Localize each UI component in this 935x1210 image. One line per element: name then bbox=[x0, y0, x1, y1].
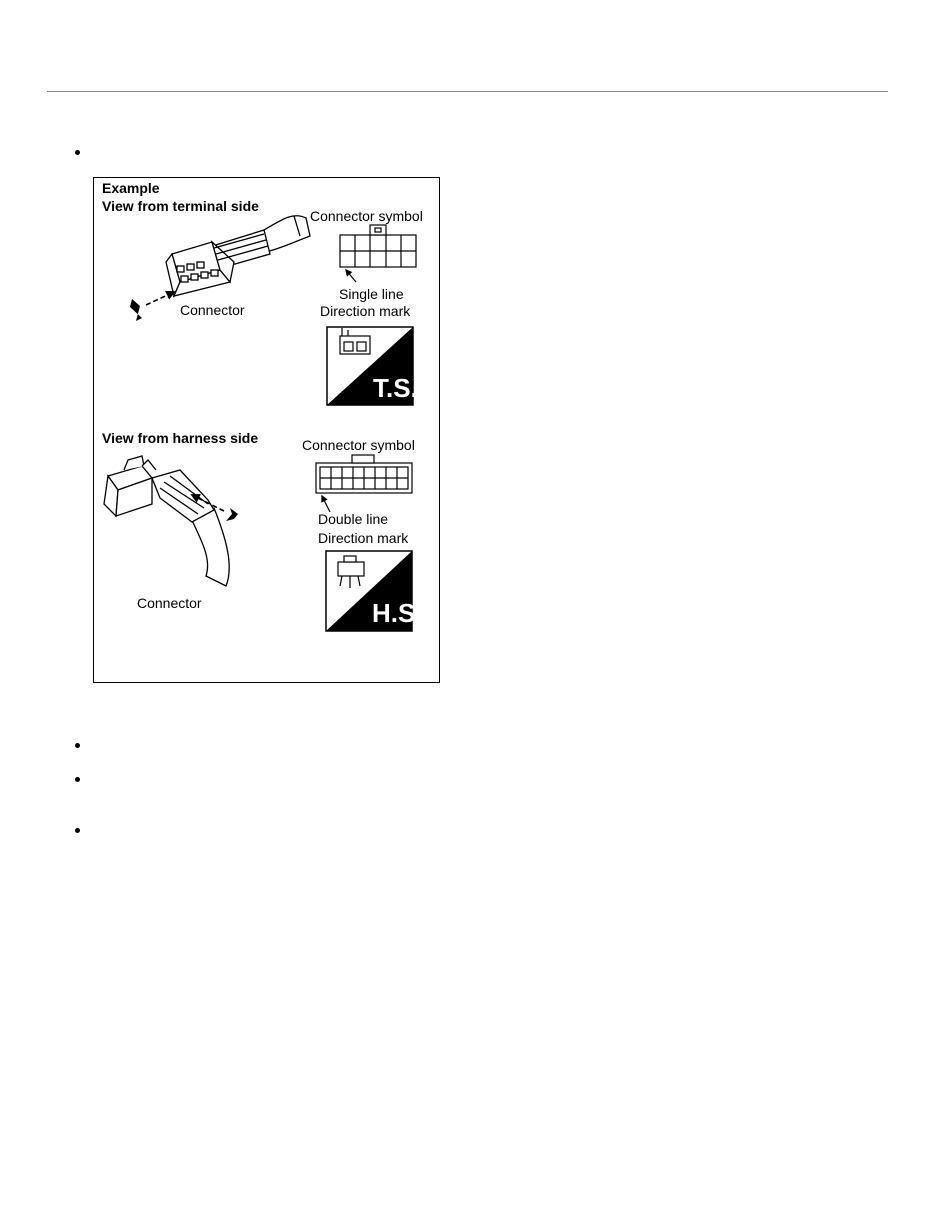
harness-connector-symbol bbox=[316, 455, 412, 512]
terminal-connector-drawing bbox=[166, 216, 310, 296]
hs-mark-text: H.S. bbox=[372, 598, 423, 628]
terminal-view-title: View from terminal side bbox=[102, 198, 259, 214]
ts-mark-text: T.S. bbox=[373, 373, 418, 403]
bullet-point bbox=[75, 777, 80, 782]
terminal-direction-mark-label: Direction mark bbox=[320, 303, 411, 319]
example-heading: Example bbox=[102, 180, 160, 196]
bullet-point bbox=[75, 828, 80, 833]
harness-view-title: View from harness side bbox=[102, 430, 259, 446]
harness-connector-symbol-label: Connector symbol bbox=[302, 437, 415, 453]
terminal-connector-symbol bbox=[340, 225, 416, 282]
eye-arrow-terminal bbox=[130, 292, 174, 321]
bullet-point bbox=[75, 743, 80, 748]
horizontal-divider bbox=[47, 91, 888, 92]
terminal-connector-symbol-label: Connector symbol bbox=[310, 208, 423, 224]
double-line-label: Double line bbox=[318, 511, 389, 527]
bullet-point bbox=[75, 150, 80, 155]
harness-direction-mark-label: Direction mark bbox=[318, 530, 409, 546]
connector-view-figure bbox=[93, 177, 440, 683]
single-line-label: Single line bbox=[339, 286, 404, 302]
harness-connector-drawing bbox=[104, 456, 229, 586]
terminal-connector-label: Connector bbox=[180, 302, 245, 318]
harness-connector-label: Connector bbox=[137, 595, 202, 611]
